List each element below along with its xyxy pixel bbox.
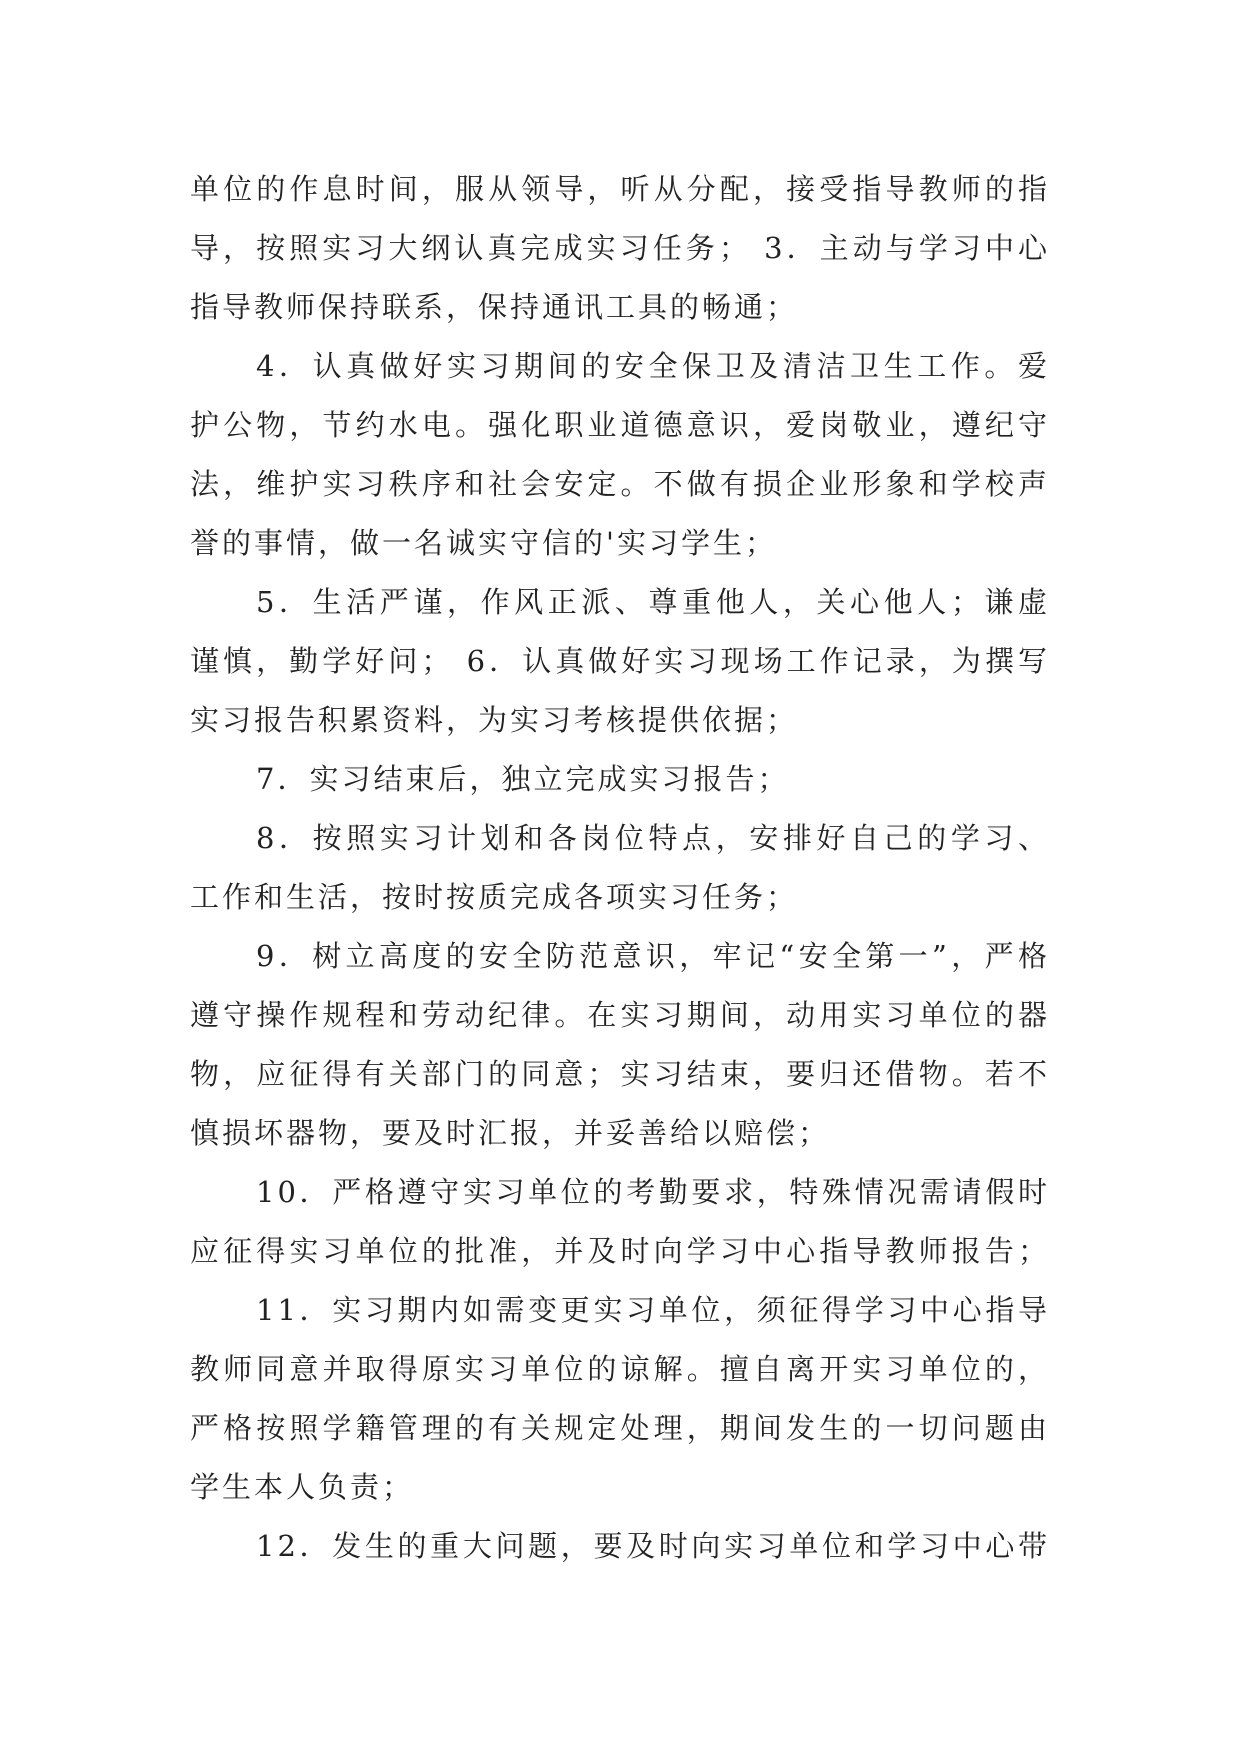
text-line: 工作和生活，按时按质完成各项实习任务； xyxy=(190,880,799,914)
text-line: 7．实习结束后，独立完成实习报告； xyxy=(256,762,790,796)
text-line: 单位的作息时间，服从领导，听从分配，接受指导教师的指 xyxy=(190,172,1050,206)
text-line: 4．认真做好实习期间的安全保卫及清洁卫生工作。爱 xyxy=(256,349,1050,383)
document-page xyxy=(190,160,1050,1576)
text-line: 物，应征得有关部门的同意；实习结束，要归还借物。若不 xyxy=(190,1057,1050,1091)
text-line: 教师同意并取得原实习单位的谅解。擅自离开实习单位的， xyxy=(190,1352,1050,1386)
text-line: 学生本人负责； xyxy=(190,1470,415,1504)
text-line: 护公物，节约水电。强化职业道德意识，爱岗敬业，遵纪守 xyxy=(190,408,1050,442)
text-line: 遵守操作规程和劳动纪律。在实习期间，动用实习单位的器 xyxy=(190,998,1050,1032)
text-line: 实习报告积累资料，为实习考核提供依据； xyxy=(190,703,799,737)
text-line: 谨慎，勤学好问； 6．认真做好实习现场工作记录，为撰写 xyxy=(190,644,1050,678)
text-line: 8．按照实习计划和各岗位特点，安排好自己的学习、 xyxy=(256,821,1050,855)
text-line: 誉的事情，做一名诚实守信的'实习学生； xyxy=(190,526,777,560)
text-line: 9．树立高度的安全防范意识，牢记“安全第一”，严格 xyxy=(256,939,1050,973)
text-line: 法，维护实习秩序和社会安定。不做有损企业形象和学校声 xyxy=(190,467,1050,501)
text-line: 指导教师保持联系，保持通讯工具的畅通； xyxy=(190,290,799,324)
text-line: 5．生活严谨，作风正派、尊重他人，关心他人；谦虚 xyxy=(256,585,1050,619)
text-line: 12．发生的重大问题，要及时向实习单位和学习中心带 xyxy=(256,1529,1050,1563)
text-line: 11．实习期内如需变更实习单位，须征得学习中心指导 xyxy=(256,1293,1050,1327)
text-line: 慎损坏器物，要及时汇报，并妥善给以赔偿； xyxy=(190,1116,831,1150)
text-line: 严格按照学籍管理的有关规定处理，期间发生的一切问题由 xyxy=(190,1411,1050,1445)
text-line: 10．严格遵守实习单位的考勤要求，特殊情况需请假时 xyxy=(256,1175,1050,1209)
text-line: 应征得实习单位的批准，并及时向学习中心指导教师报告； xyxy=(190,1234,1050,1268)
text-line: 导，按照实习大纲认真完成实习任务； 3．主动与学习中心 xyxy=(190,231,1050,265)
